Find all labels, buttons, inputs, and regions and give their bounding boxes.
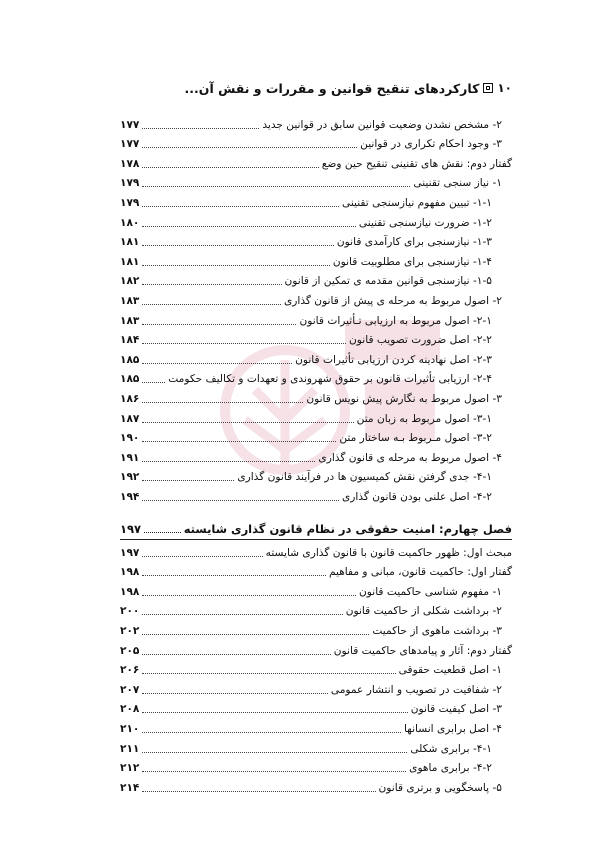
toc-entry-label: ۴-۱- برابری شکلی: [410, 742, 492, 755]
toc-entry-page: ۱۸۶: [120, 392, 140, 405]
toc-entry-label: ۳-۲- اصول مـربوط بـه ساختار متن: [339, 432, 492, 445]
dot-leader: [142, 673, 395, 674]
toc-list-top: [120, 112, 512, 504]
toc-entry-page: ۱۸۰: [120, 216, 140, 229]
toc-entry-label: مبحث اول: ظهور حاکمیت قانون با قانون گذاری شایسته: [265, 546, 512, 559]
toc-entry-page: ۲۱۰: [120, 722, 140, 735]
toc-entry-page: ۱۷۷: [120, 118, 140, 131]
chapter-heading-row: [120, 514, 512, 540]
toc-entry-page: ۱۷۹: [120, 196, 140, 209]
toc-entry-label: ۴- اصول مربوط به مرحله ی قانون گذاری: [318, 451, 502, 464]
toc-entry-page: ۱۹۷: [120, 546, 140, 559]
dot-leader: [142, 265, 329, 266]
toc-entry-page: ۱۸۷: [120, 412, 140, 425]
dot-leader: [142, 304, 281, 305]
running-header: [120, 78, 512, 98]
dot-leader: [142, 461, 315, 462]
toc-entry[interactable]: [120, 445, 512, 465]
toc-entry-label: ۲- اصول مربوط به مرحله ی پیش از قانون گذاری: [283, 294, 502, 307]
toc-entry[interactable]: [120, 132, 512, 152]
dot-leader: [142, 771, 406, 772]
dot-leader: [142, 441, 336, 442]
toc-entry[interactable]: [120, 484, 512, 504]
toc-entry-page: ۱۸۱: [120, 255, 140, 268]
dot-leader: [142, 128, 259, 129]
toc-entry[interactable]: [120, 151, 512, 171]
dot-leader: [142, 245, 333, 246]
dot-leader: [142, 363, 292, 364]
dot-leader: [142, 500, 339, 501]
toc-entry-label: ۳- برداشت ماهوی از حاکمیت: [372, 624, 502, 637]
dot-leader: [142, 575, 326, 576]
toc-entry-label: ۲- شفافیت در تصویب و انتشار عمومی: [330, 683, 502, 696]
toc-entry[interactable]: [120, 288, 512, 308]
toc-entry[interactable]: [120, 210, 512, 230]
dot-leader: [142, 634, 369, 635]
dot-leader: [142, 284, 281, 285]
toc-entry-page: ۲۰۸: [120, 703, 140, 716]
toc-entry-page: ۱۸۵: [120, 353, 140, 366]
toc-entry-page: ۱۹۱: [120, 451, 140, 464]
toc-entry-label: ۴- اصل برابری انسانها: [403, 722, 502, 735]
toc-entry-page: ۲۰۶: [120, 664, 140, 677]
toc-entry-label: گفتار اول: حاکمیت قانون، مبانی و مفاهیم: [328, 566, 512, 579]
toc-entry-page: ۱۸۲: [120, 275, 140, 288]
toc-entry[interactable]: [120, 426, 512, 446]
toc-entry[interactable]: [120, 386, 512, 406]
chapter-label: فصل چهارم: امنیت حقوقی در نظام قانون گذاری شایسته: [183, 522, 512, 536]
toc-entry[interactable]: [120, 599, 512, 619]
toc-entry-label: ۴-۲- برابری ماهوی: [409, 762, 492, 775]
toc-entry-page: ۱۷۹: [120, 177, 140, 190]
toc-entry-page: ۱۷۸: [120, 157, 140, 170]
toc-entry-page: ۱۸۳: [120, 314, 140, 327]
dot-leader: [142, 226, 355, 227]
toc-entry-label: ۲-۴- ارزیابی تأثیرات قانون بر حقوق شهروندی و تعهدات و تکالیف حکومت: [168, 373, 492, 386]
dot-leader: [142, 693, 328, 694]
toc-entry-page: ۲۱۴: [120, 781, 140, 794]
toc-chapter-entry[interactable]: [120, 514, 512, 536]
toc-entry[interactable]: [120, 697, 512, 717]
toc-entry-label: ۳-۱- اصول مربوط به زبان متن: [356, 412, 492, 425]
toc-entry[interactable]: [120, 560, 512, 580]
toc-entry[interactable]: [120, 677, 512, 697]
dot-leader: [144, 532, 181, 533]
toc-entry[interactable]: [120, 716, 512, 736]
toc-entry-label: ۱- اصل قطعیت حقوقی: [398, 664, 502, 677]
dot-leader: [142, 382, 165, 383]
toc-entry-page: ۲۰۷: [120, 683, 140, 696]
toc-entry-label: ۱-۳- نیازسنجی برای کارآمدی قانون: [336, 236, 492, 249]
toc-entry-label: ۲-۱- اصول مربوط به ارزیابی تـأثیرات قانون: [299, 314, 492, 327]
toc-entry-page: ۱۸۵: [120, 373, 140, 386]
toc-entry-page: ۱۹۴: [120, 490, 140, 503]
toc-entry-label: ۴-۱- جدی گرفتن نقش کمیسیون ها در فرآیند قانون گذاری: [237, 471, 492, 484]
dot-leader: [142, 556, 262, 557]
toc-entry-label: ۳- اصل کیفیت قانون: [410, 703, 502, 716]
toc-entry-page: ۲۰۰: [120, 605, 140, 618]
toc-entry-label: ۴-۲- اصل علنی بودن قانون گذاری: [341, 490, 492, 503]
toc-entry[interactable]: [120, 736, 512, 756]
header-page-number: ۱۰: [497, 81, 512, 95]
dot-leader: [142, 167, 318, 168]
dot-leader: [142, 712, 407, 713]
toc-entry-label: گفتار دوم: آثار و پیامدهای حاکمیت قانون: [333, 644, 512, 657]
dot-leader: [142, 791, 375, 792]
toc-entry-page: ۲۰۵: [120, 644, 140, 657]
dot-leader: [142, 732, 401, 733]
dot-leader: [142, 343, 346, 344]
toc-entry-page: ۱۸۱: [120, 236, 140, 249]
toc-entry[interactable]: [120, 230, 512, 250]
toc-entry-page: ۱۸۳: [120, 294, 140, 307]
toc-entry-label: ۵- پاسخگویی و برتری قانون: [378, 781, 502, 794]
dot-leader: [142, 206, 339, 207]
toc-entry-page: ۱۸۴: [120, 334, 140, 347]
toc-entry-label: ۳- وجود احکام تکراری در قوانین: [360, 138, 502, 151]
toc-entry-label: ۱-۴- نیازسنجی برای مطلوبیت قانون: [332, 255, 492, 268]
toc-entry[interactable]: [120, 406, 512, 426]
toc-entry[interactable]: [120, 112, 512, 132]
toc-entry-label: ۳- اصول مربوط به نگارش پیش نویس قانون: [306, 392, 502, 405]
toc-entry[interactable]: [120, 579, 512, 599]
dot-leader: [142, 480, 234, 481]
dot-leader: [142, 595, 356, 596]
square-ornament-icon: [483, 83, 493, 93]
dot-leader: [142, 147, 357, 148]
toc-entry[interactable]: [120, 658, 512, 678]
toc-entry-page: ۲۰۲: [120, 624, 140, 637]
toc-entry-page: ۲۱۱: [120, 742, 140, 755]
toc-entry-page: ۱۹۸: [120, 585, 140, 598]
header-title: کارکردهای تنقیح قوانین و مقررات و نقش آن...: [184, 80, 480, 96]
toc-entry-page: ۱۹۸: [120, 566, 140, 579]
dot-leader: [142, 654, 330, 655]
toc-entry[interactable]: [120, 190, 512, 210]
toc-entry[interactable]: [120, 756, 512, 776]
toc-entry-label: ۱- مفهوم شناسی حاکمیت قانون: [359, 585, 502, 598]
toc-entry-page: ۱۹۲: [120, 471, 140, 484]
toc-entry[interactable]: [120, 328, 512, 348]
toc-entry-label: ۱- نیاز سنجی تقنینی: [413, 177, 502, 190]
toc-entry-page: ۱۹۰: [120, 432, 140, 445]
toc-entry-page: ۲۱۲: [120, 762, 140, 775]
toc-entry-page: ۱۷۷: [120, 138, 140, 151]
toc-list-bottom: [120, 540, 512, 795]
toc-entry[interactable]: [120, 249, 512, 269]
chapter-page: ۱۹۷: [120, 522, 142, 536]
toc-entry[interactable]: [120, 540, 512, 560]
toc-entry[interactable]: [120, 465, 512, 485]
toc-entry[interactable]: [120, 171, 512, 191]
toc-entry[interactable]: [120, 638, 512, 658]
toc-entry-label: ۱-۵- نیازسنجی قوانین مقدمه ی تمکین از قانون: [284, 275, 492, 288]
dot-leader: [142, 614, 342, 615]
toc-entry[interactable]: [120, 775, 512, 795]
toc-entry-label: ۱-۱- تبیین مفهوم نیازسنجی تقنینی: [341, 196, 492, 209]
dot-leader: [142, 402, 303, 403]
toc-entry-label: ۲- مشخص نشدن وضعیت قوانین سابق در قوانین جدید: [262, 118, 502, 131]
toc-entry[interactable]: [120, 269, 512, 289]
toc-entry[interactable]: [120, 347, 512, 367]
dot-leader: [142, 324, 296, 325]
toc-entry-label: ۲-۳- اصل نهادینه کردن ارزیابی تأثیرات قانون: [295, 353, 492, 366]
toc-entry[interactable]: [120, 618, 512, 638]
toc-entry-label: ۱-۲- ضرورت نیازسنجی تقنینی: [358, 216, 492, 229]
toc-entry[interactable]: [120, 308, 512, 328]
toc-entry-label: گفتار دوم: نقش های تقنینی تنقیح حین وضع: [321, 157, 512, 170]
toc-entry-label: ۲- برداشت شکلی از حاکمیت قانون: [345, 605, 502, 618]
dot-leader: [142, 422, 353, 423]
toc-entry-label: ۲-۲- اصل ضرورت تصویب قانون: [349, 334, 492, 347]
toc-entry[interactable]: [120, 367, 512, 387]
dot-leader: [142, 186, 410, 187]
dot-leader: [142, 752, 407, 753]
